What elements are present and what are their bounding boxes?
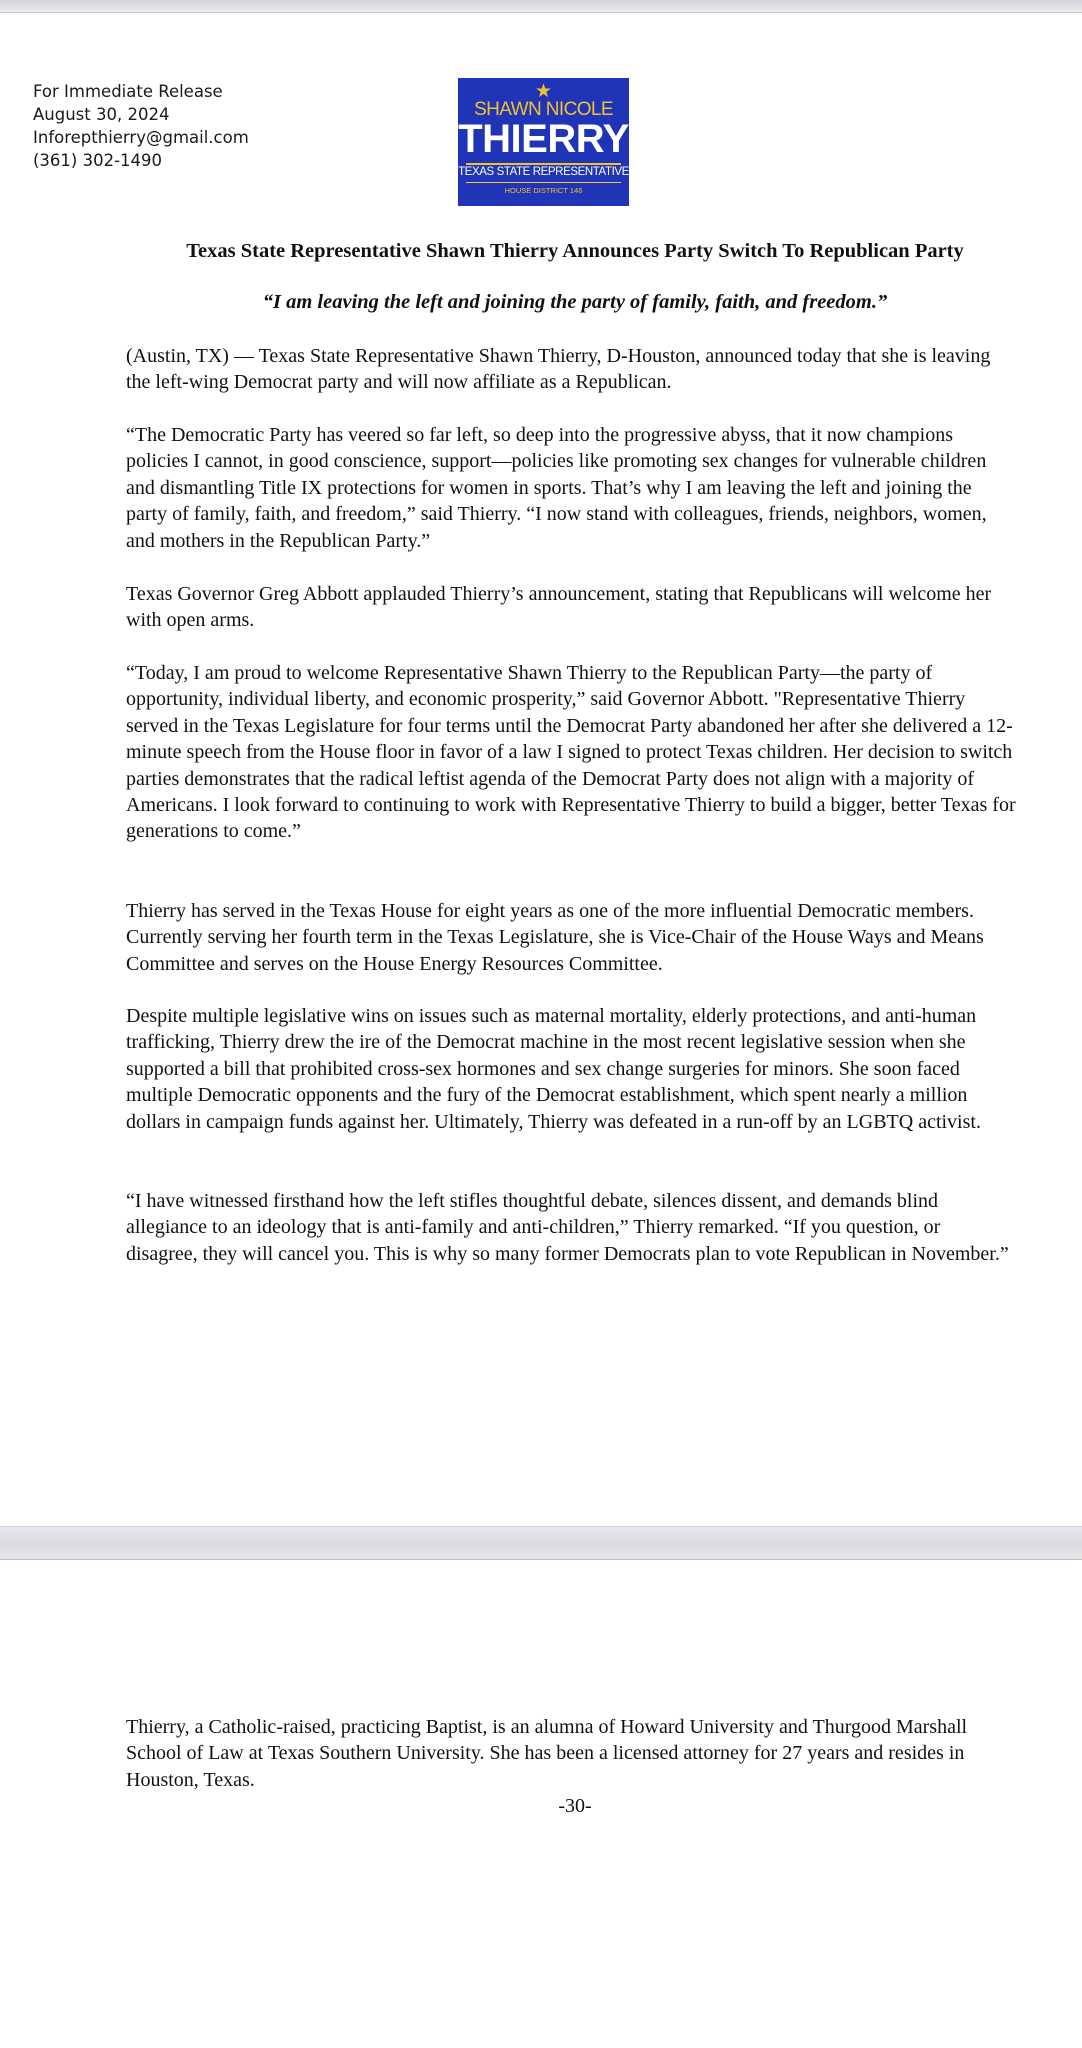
page-break — [0, 1526, 1082, 1560]
contact-block — [33, 80, 249, 172]
body-paragraph: “I have witnessed firsthand how the left stifles thoughtful debate, silences dissent, and demands blind allegiance to an ideology that is anti-family and anti-children,” Thierry remarked. “If you question, or disagree, they will cancel you. This is why so many former Democrats plan to vote Republican in November.” — [126, 1190, 1009, 1265]
logo-last-name: THIERRY — [458, 117, 629, 161]
body-paragraph: Texas Governor Greg Abbott applauded Thierry’s announcement, stating that Republicans will welcome her with open arms. — [126, 583, 992, 632]
body-paragraph: Thierry has served in the Texas House for eight years as one of the more influential Democratic members. Currently serving her fourth term in the Texas Legislature, she is Vice-Chair of the House Ways and Means Committee and serves on the House Energy Resources Committee. — [126, 900, 984, 975]
body-paragraph: “The Democratic Party has veered so far left, so deep into the progressive abyss, that it now champions policies I cannot, in good conscience, support—policies like promoting sex changes for vulnerable children and dismantling Title IX protections for women in sports. That’s why I am leaving the left and joining the party of family, faith, and freedom,” said Thierry. “I now stand with colleagues, friends, neighbors, women, and mothers in the Republican Party.” — [126, 424, 987, 552]
release-label: For Immediate Release — [33, 82, 223, 101]
end-mark: -30- — [558, 1795, 592, 1817]
viewer-top-edge — [0, 0, 1082, 13]
campaign-logo — [458, 78, 629, 206]
star-icon: ★ — [534, 81, 553, 102]
body-paragraph: Thierry, a Catholic-raised, practicing Baptist, is an alumna of Howard University and Thurgood Marshall School of Law at Texas Southern University. She has been a licensed attorney for 27 years and resides in Houston, Texas. — [126, 1716, 968, 1791]
body-paragraph: (Austin, TX) — Texas State Representative Shawn Thierry, D-Houston, announced today that she is leaving the left-wing Democrat party and will now affiliate as a Republican. — [126, 345, 991, 394]
body-paragraph: Despite multiple legislative wins on issues such as maternal mortality, elderly protections, and anti-human trafficking, Thierry drew the ire of the Democrat machine in the most recent legislative session when she supported a bill that prohibited cross-sex hormones and sex change surgeries for minors. She soon faced multiple Democratic opponents and the fury of the Democrat establishment, which spent nearly a million dollars in campaign funds against her. Ultimately, Thierry was defeated in a run-off by an LGBTQ activist. — [126, 1005, 981, 1133]
contact-email: Inforepthierry@gmail.com — [33, 128, 249, 147]
logo-district: HOUSE DISTRICT 146 — [504, 186, 583, 195]
body-paragraph: “Today, I am proud to welcome Representative Shawn Thierry to the Republican Party—the party of opportunity, individual liberty, and economic prosperity,” said Governor Abbott. "Representative Thierry served in the Texas Legislature for four terms until the Democrat Party abandoned her after she delivered a 12-minute speech from the House floor in favor of a law I signed to protect Texas children. Her decision to switch parties demonstrates that the radical leftist agenda of the Democrat Party does not align with a majority of Americans. I look forward to continuing to work with Representative Thierry to build a bigger, better Texas for generations to come.” — [126, 662, 1016, 843]
contact-phone: (361) 302-1490 — [33, 151, 163, 170]
release-date: August 30, 2024 — [33, 105, 170, 124]
pull-quote: “I am leaving the left and joining the party of family, faith, and freedom.” — [262, 291, 888, 313]
logo-title: TEXAS STATE REPRESENTATIVE — [458, 166, 629, 178]
logo-divider-lower — [466, 182, 621, 183]
logo-first-name: SHAWN NICOLE — [474, 99, 613, 120]
press-release-headline: Texas State Representative Shawn Thierry Announces Party Switch To Republican Party — [186, 240, 964, 262]
